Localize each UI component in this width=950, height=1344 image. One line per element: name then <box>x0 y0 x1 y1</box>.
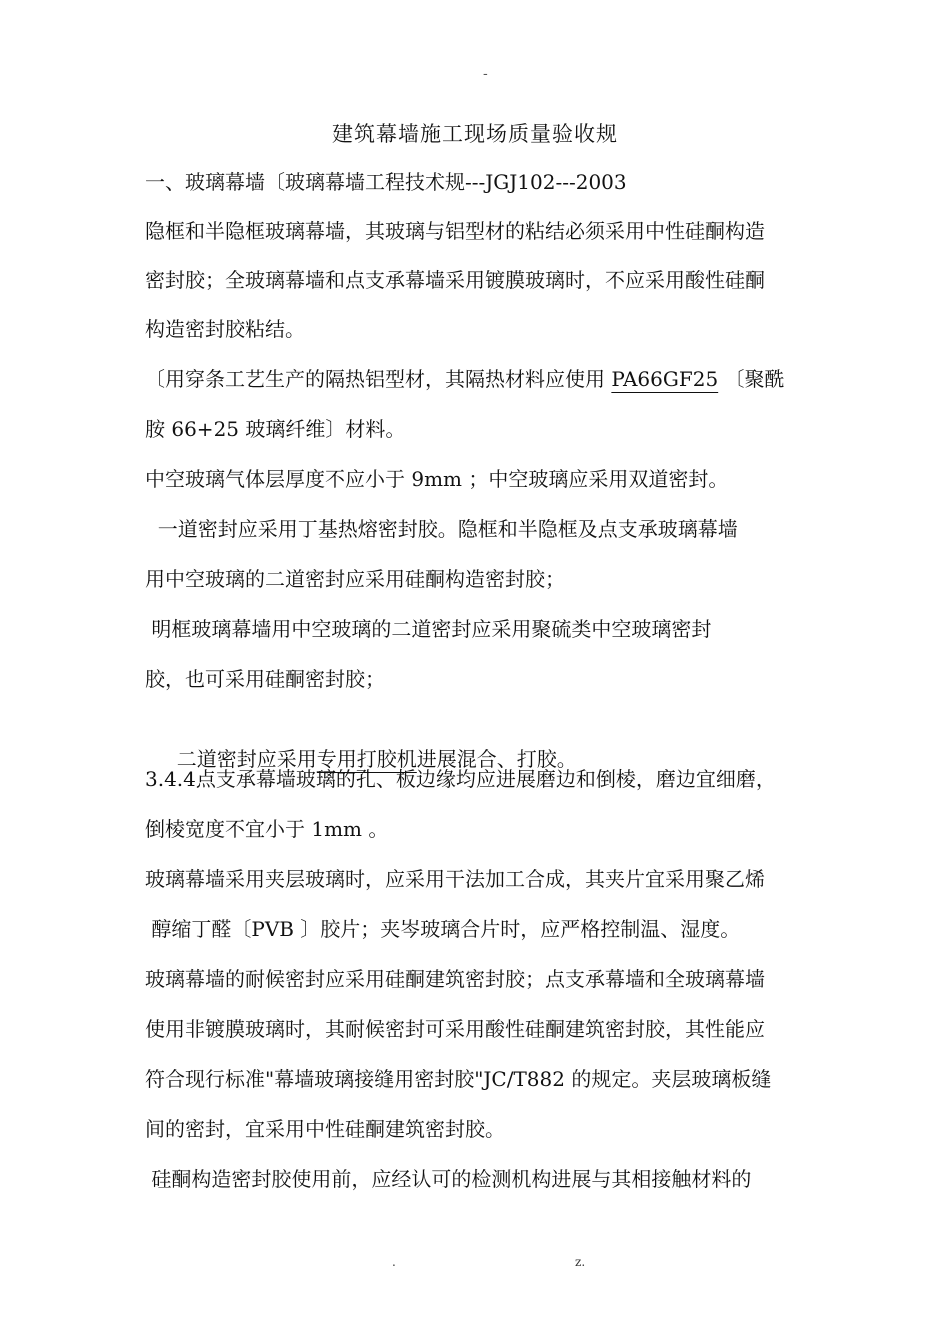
paragraph-line: 间的密封，宜采用中性硅酮建筑密封胶。 <box>145 1117 505 1141</box>
paragraph-line: 明框玻璃幕墙用中空玻璃的二道密封应采用聚硫类中空玻璃密封 <box>145 617 712 641</box>
section-heading: 一、玻璃幕墙〔玻璃幕墙工程技术规---JGJ102---2003 <box>145 170 627 194</box>
paragraph-line: 玻璃幕墙采用夹层玻璃时，应采用干法加工合成，其夹片宜采用聚乙烯 <box>145 867 765 891</box>
paragraph-line: 3.4.4点支承幕墙玻璃的孔、板边缘均应进展磨边和倒棱，磨边宜细磨， <box>145 767 776 791</box>
footer-right-mark: z. <box>575 1255 586 1269</box>
paragraph-line: 隐框和半隐框玻璃幕墙，其玻璃与铝型材的粘结必须采用中性硅酮构造 <box>145 219 765 243</box>
header-mark: - <box>483 66 488 82</box>
paragraph-line: 构造密封胶粘结。 <box>145 317 305 341</box>
paragraph-line: 中空玻璃气体层厚度不应小于 9mm ；中空玻璃应采用双道密封。 <box>145 467 729 491</box>
paragraph-line: 醇缩丁醛〔PVB 〕胶片；夹岑玻璃合片时，应严格控制温、湿度。 <box>145 917 741 941</box>
paragraph-line: 一道密封应采用丁基热熔密封胶。隐框和半隐框及点支承玻璃幕墙 <box>145 517 738 541</box>
underlined-term: PA66GF25 <box>611 367 719 391</box>
footer-left-mark: . <box>392 1255 396 1269</box>
underlined-term: 专用打胶机 <box>316 747 417 771</box>
line-text: 二道密封应采用 <box>170 747 317 771</box>
line-text: 〔用穿条工艺生产的隔热铝型材，其隔热材料应使用 <box>145 367 612 391</box>
line-text: 进展混合、打胶。 <box>416 747 577 771</box>
paragraph-line: 倒棱宽度不宜小于 1mm 。 <box>145 817 389 841</box>
line-text: 〔聚酰 <box>718 367 785 391</box>
paragraph-line: 密封胶；全玻璃幕墙和点支承幕墙采用镀膜玻璃时，不应采用酸性硅酮 <box>145 268 765 292</box>
paragraph-line: 玻璃幕墙的耐候密封应采用硅酮建筑密封胶；点支承幕墙和全玻璃幕墙 <box>145 967 765 991</box>
paragraph-line: 符合现行标准"幕墙玻璃接缝用密封胶"JC/T882 的规定。夹层玻璃板缝 <box>145 1067 772 1091</box>
paragraph-line: 用中空玻璃的二道密封应采用硅酮构造密封胶； <box>145 567 565 591</box>
paragraph-line: 使用非镀膜玻璃时，其耐候密封可采用酸性硅酮建筑密封胶，其性能应 <box>145 1017 765 1041</box>
paragraph-line: 胶，也可采用硅酮密封胶； <box>145 667 385 691</box>
paragraph-line: 硅酮构造密封胶使用前，应经认可的检测机构进展与其相接触材料的 <box>145 1167 752 1191</box>
paragraph-line <box>145 364 785 394</box>
paragraph-line: 胺 66+25 玻璃纤维〕材料。 <box>145 417 406 441</box>
page-title: 建筑幕墙施工现场质量验收规 <box>332 122 618 146</box>
